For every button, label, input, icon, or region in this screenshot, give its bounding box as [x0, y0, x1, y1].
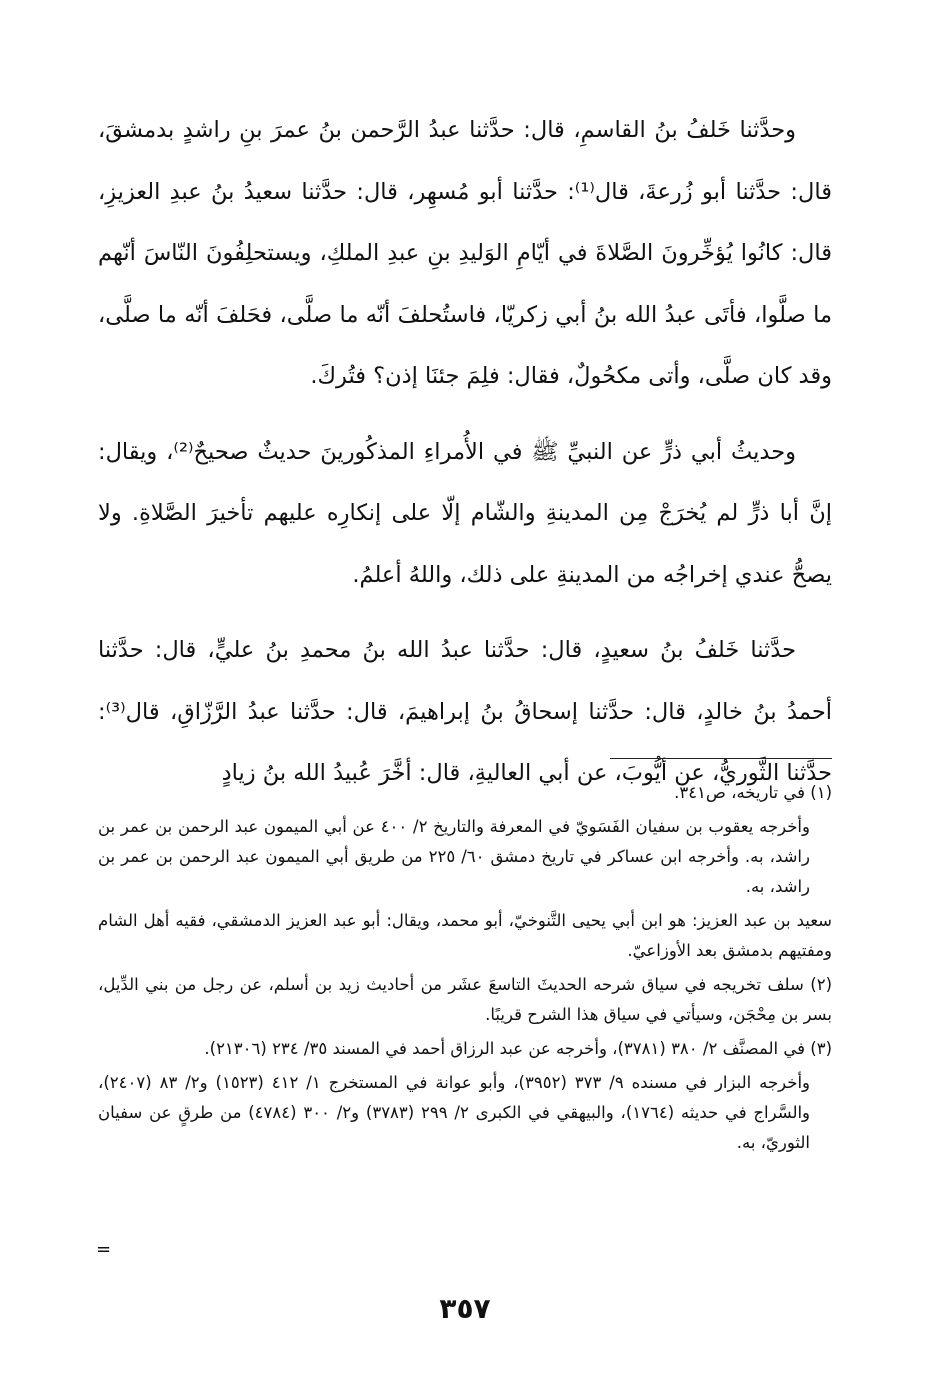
- footnotes: [98, 778, 832, 1158]
- footnote-3: (٣) في المصنَّف ٢/ ٣٨٠ (٣٧٨١)، وأخرجه عن عبد الرزاق أحمد في المسند ٣٥/ ٢٣٤ (٢١٣٠٦).: [204, 1039, 832, 1058]
- continuation-mark: =: [96, 1239, 112, 1260]
- paragraph-2: وحديثُ أبي ذرٍّ عن النبيِّ ﷺ في الأُمراءِ المذكُورينَ حديثٌ صحيحٌ⁽²⁾، ويقال: إنَّ أبا ذرٍّ لم يُخرَجْ مِن المدينةِ والشّام إلّا على إنكارِه عليهم تأخيرَ الصَّلاةِ. ولا يصحُّ عندي إخراجُه من المدينةِ على ذلك، واللهُ أعلمُ.: [98, 438, 832, 588]
- footnote-1-note: سعيد بن عبد العزيز: هو ابن أبي يحيى التَّنوخيّ، أبو محمد، ويقال: أبو عبد العزيز الدمشقي، فقيه أهل الشام ومفتيهم بدمشق بعد الأوزاعيّ.: [98, 911, 832, 960]
- footnote-separator: [610, 758, 832, 759]
- paragraph-3: حدَّثنا خَلفُ بنُ سعيدٍ، قال: حدَّثنا عبدُ الله بنُ محمدِ بنُ عليٍّ، قال: حدَّثنا أحمدُ بنُ خالدٍ، قال: حدَّثنا إسحاقُ بنُ إبراهيمَ، قال: حدَّثنا عبدُ الرَّزّاقِ، قال⁽³⁾: حدَّثنا الثَّوريُّ، عن أيُّوبَ، عن أبي العاليةِ، قال: أخَّرَ عُبيدُ الله بنُ زيادٍ: [98, 637, 832, 786]
- page-number: ٣٥٧: [439, 1292, 491, 1325]
- paragraph-1: وحدَّثنا خَلفُ بنُ القاسمِ، قال: حدَّثنا عبدُ الرَّحمن بنُ عمرَ بنِ راشدٍ بدمشقَ، قال: حدَّثنا أبو زُرعةَ، قال⁽¹⁾: حدَّثنا أبو مُسهِر، قال: حدَّثنا سعيدُ بنُ عبدِ العزيزِ، قال: كانُوا يُؤخِّرونَ الصَّلاةَ في أيّامِ الوَليدِ بنِ عبدِ الملكِ، ويستحلِفُونَ النّاسَ أنّهم ما صلَّوا، فأتَى عبدُ الله بنُ أبي زكريّا، فاستُحلفَ أنّه ما صلَّى، فحَلفَ أنّه ما صلَّى، وقد كان صلَّى، وأتى مكحُولٌ، فقال: فلِمَ جئنَا إذن؟ فتُركَ.: [98, 117, 832, 389]
- footnote-1-continuation: وأخرجه يعقوب بن سفيان الفَسَويّ في المعرفة والتاريخ ٢/ ٤٠٠ عن أبي الميمون عبد الرحمن بن عمر بن راشد، به. وأخرجه ابن عساكر في تاريخ دمشق ٦٠/ ٢٢٥ من طريق أبي الميمون عبد الرحمن بن عمر بن راشد، به.: [98, 817, 810, 896]
- footnote-3-continuation: وأخرجه البزار في مسنده ٩/ ٣٧٣ (٣٩٥٢)، وأبو عوانة في المستخرج ١/ ٤١٢ (١٥٢٣) و٢/ ٨٣ (٢٤٠٧)، والسَّراج في حديثه (١٧٦٤)، والبيهقي في الكبرى ٢/ ٢٩٩ (٣٧٨٣) و٢/ ٣٠٠ (٤٧٨٤) من طرقٍ عن سفيان الثوريّ، به.: [98, 1073, 811, 1152]
- footnote-2: (٢) سلف تخريجه في سياق شرحه الحديثَ التاسعَ عشَر من أحاديث زيد بن أسلم، عن رجل من بني الدِّيل، بسر بن مِحْجَن، وسيأتي في سياق هذا الشرح قريبًا.: [98, 975, 832, 1024]
- footnote-1: (١) في تاريخه، ص٣٤١.: [674, 783, 832, 802]
- main-text: [98, 100, 832, 805]
